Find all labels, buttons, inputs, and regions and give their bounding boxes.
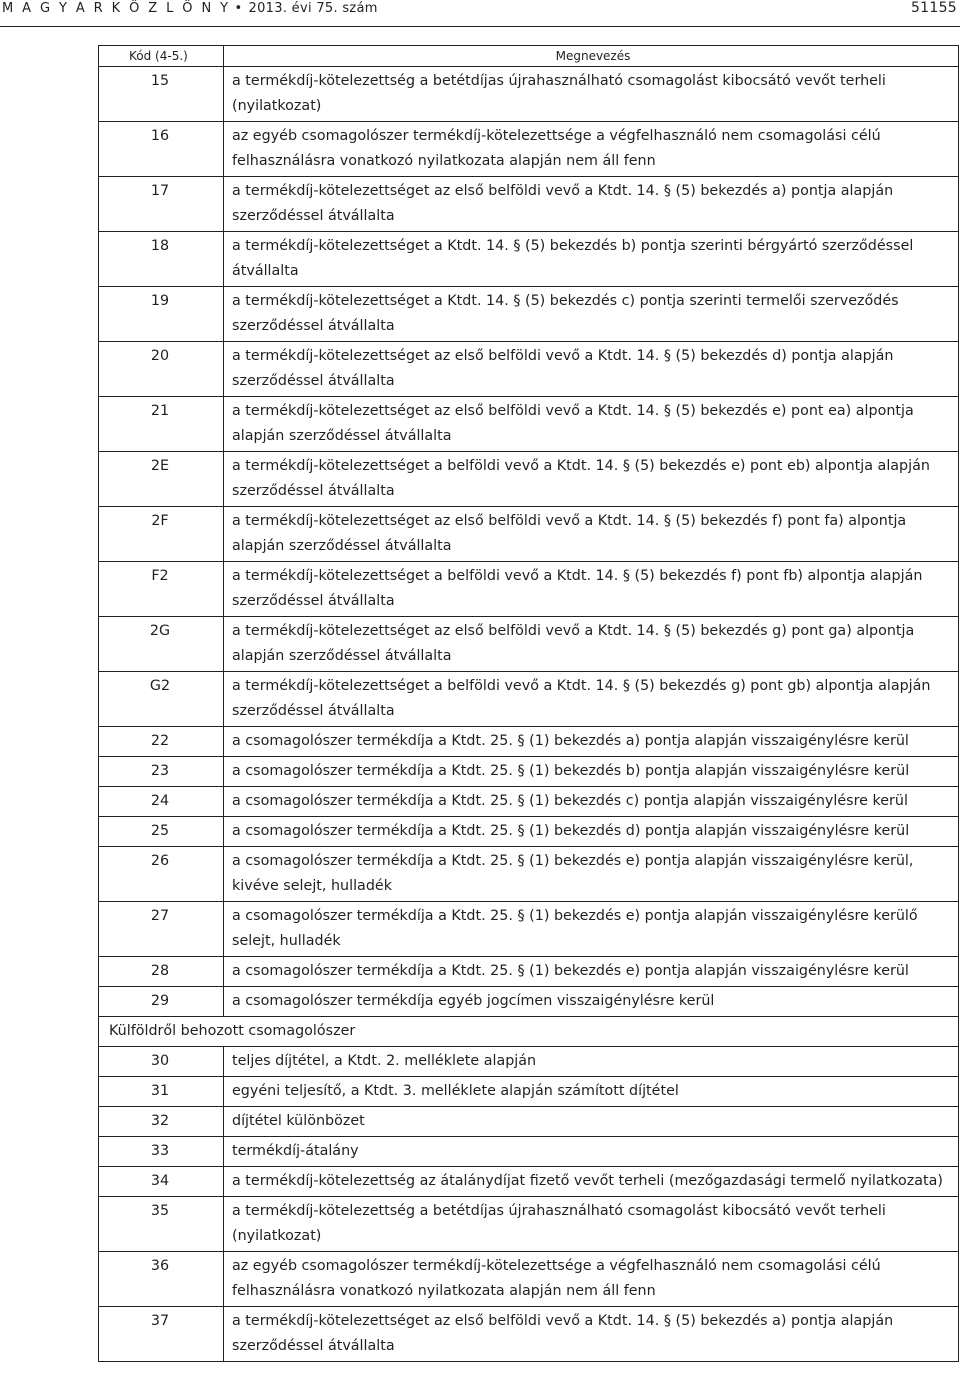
table-row [99,1077,959,1107]
journal-title: M A G Y A R K Ö Z L Ö N Y [2,1,231,16]
row-description: a termékdíj-kötelezettséget a belföldi vevő a Ktdt. 14. § (5) bekezdés f) pont fb) alpontja alapján szerződéssel átvállalta [224,562,959,617]
running-head [2,1,378,16]
row-description: a termékdíj-kötelezettséget a Ktdt. 14. § (5) bekezdés c) pontja szerinti termelői szerveződés szerződéssel átvállalta [224,287,959,342]
row-description: a csomagolószer termékdíja a Ktdt. 25. § (1) bekezdés c) pontja alapján visszaigénylésre kerül [224,787,959,817]
table-row [99,672,959,727]
row-code: 25 [99,817,224,847]
row-description: a termékdíj-kötelezettség a betétdíjas újrahasználható csomagolást kibocsátó vevőt terheli (nyilatkozat) [224,1197,959,1252]
table-row [99,177,959,232]
row-code: 29 [99,987,224,1017]
table-row [99,122,959,177]
row-description: a csomagolószer termékdíja a Ktdt. 25. § (1) bekezdés d) pontja alapján visszaigénylésre kerül [224,817,959,847]
table-row [99,787,959,817]
row-description: a csomagolószer termékdíja a Ktdt. 25. § (1) bekezdés e) pontja alapján visszaigénylésre kerülő selejt, hulladék [224,902,959,957]
table-row [99,1167,959,1197]
table-body-domestic [99,67,959,1017]
row-code: 34 [99,1167,224,1197]
row-code: 2E [99,452,224,507]
table-row [99,617,959,672]
row-code: 32 [99,1107,224,1137]
section-row [99,1017,959,1047]
table-row [99,1047,959,1077]
table-body-imported [99,1047,959,1362]
row-description: a termékdíj-kötelezettséget az első belföldi vevő a Ktdt. 14. § (5) bekezdés a) pontja alapján szerződéssel átvállalta [224,177,959,232]
row-description: a termékdíj-kötelezettséget a belföldi vevő a Ktdt. 14. § (5) bekezdés g) pont gb) alpontja alapján szerződéssel átvállalta [224,672,959,727]
table-row [99,1197,959,1252]
issue-label: 2013. évi 75. szám [248,1,378,16]
table-row [99,1137,959,1167]
row-description: a csomagolószer termékdíja a Ktdt. 25. § (1) bekezdés e) pontja alapján visszaigénylésre kerül [224,957,959,987]
row-code: 33 [99,1137,224,1167]
row-code: 28 [99,957,224,987]
header-rule [0,26,960,27]
code-table [98,45,959,1362]
table-row [99,847,959,902]
table-row [99,987,959,1017]
page-header [0,0,960,30]
table-row [99,757,959,787]
row-description: a csomagolószer termékdíja a Ktdt. 25. § (1) bekezdés e) pontja alapján visszaigénylésre kerül, kivéve selejt, hulladék [224,847,959,902]
row-code: 19 [99,287,224,342]
row-description: a csomagolószer termékdíja a Ktdt. 25. § (1) bekezdés a) pontja alapján visszaigénylésre kerül [224,727,959,757]
table-row [99,817,959,847]
row-description: az egyéb csomagolószer termékdíj-kötelezettsége a végfelhasználó nem csomagolási célú felhasználásra vonatkozó nyilatkozata alapján nem áll fenn [224,1252,959,1307]
row-code: F2 [99,562,224,617]
table-row [99,452,959,507]
table-row [99,562,959,617]
row-description: a termékdíj-kötelezettséget az első belföldi vevő a Ktdt. 14. § (5) bekezdés a) pontja alapján szerződéssel átvállalta [224,1307,959,1362]
page-number: 51155 [910,0,957,16]
row-description: a termékdíj-kötelezettség a betétdíjas újrahasználható csomagolást kibocsátó vevőt terheli (nyilatkozat) [224,67,959,122]
row-code: 36 [99,1252,224,1307]
row-description: a termékdíj-kötelezettséget az első belföldi vevő a Ktdt. 14. § (5) bekezdés g) pont ga) alpontja alapján szerződéssel átvállalta [224,617,959,672]
table-row [99,397,959,452]
row-description: a termékdíj-kötelezettség az átalánydíjat fizető vevőt terheli (mezőgazdasági termelő nyilatkozata) [224,1167,959,1197]
row-code: 16 [99,122,224,177]
table-row [99,902,959,957]
row-code: 18 [99,232,224,287]
row-code: 23 [99,757,224,787]
table-row [99,287,959,342]
row-description: a termékdíj-kötelezettséget a belföldi vevő a Ktdt. 14. § (5) bekezdés e) pont eb) alpontja alapján szerződéssel átvállalta [224,452,959,507]
row-code: 31 [99,1077,224,1107]
row-code: 27 [99,902,224,957]
table-row [99,507,959,562]
row-code: 37 [99,1307,224,1362]
row-code: G2 [99,672,224,727]
section-label: Külföldről behozott csomagolószer [99,1017,959,1047]
bullet-separator: • [234,1,245,16]
table-row [99,232,959,287]
row-description: az egyéb csomagolószer termékdíj-kötelezettsége a végfelhasználó nem csomagolási célú felhasználásra vonatkozó nyilatkozata alapján nem áll fenn [224,122,959,177]
table-row [99,1252,959,1307]
table-row [99,1107,959,1137]
row-code: 21 [99,397,224,452]
table-row [99,957,959,987]
row-description: a termékdíj-kötelezettséget az első belföldi vevő a Ktdt. 14. § (5) bekezdés e) pont ea) alpontja alapján szerződéssel átvállalta [224,397,959,452]
row-code: 30 [99,1047,224,1077]
row-description: termékdíj-átalány [224,1137,959,1167]
row-description: díjtétel különbözet [224,1107,959,1137]
table-row [99,342,959,397]
row-description: a csomagolószer termékdíja egyéb jogcímen visszaigénylésre kerül [224,987,959,1017]
row-description: teljes díjtétel, a Ktdt. 2. melléklete alapján [224,1047,959,1077]
table-header-row [99,46,959,67]
row-description: a termékdíj-kötelezettséget a Ktdt. 14. § (5) bekezdés b) pontja szerinti bérgyártó szerződéssel átvállalta [224,232,959,287]
row-code: 20 [99,342,224,397]
row-code: 17 [99,177,224,232]
row-code: 22 [99,727,224,757]
table-row [99,727,959,757]
table-row [99,67,959,122]
row-description: a termékdíj-kötelezettséget az első belföldi vevő a Ktdt. 14. § (5) bekezdés d) pontja alapján szerződéssel átvállalta [224,342,959,397]
row-code: 26 [99,847,224,902]
column-header-name: Megnevezés [224,46,959,67]
column-header-code: Kód (4-5.) [99,46,224,67]
row-code: 24 [99,787,224,817]
table-row [99,1307,959,1362]
row-description: egyéni teljesítő, a Ktdt. 3. melléklete alapján számított díjtétel [224,1077,959,1107]
row-code: 2F [99,507,224,562]
row-description: a termékdíj-kötelezettséget az első belföldi vevő a Ktdt. 14. § (5) bekezdés f) pont fa) alpontja alapján szerződéssel átvállalta [224,507,959,562]
row-code: 35 [99,1197,224,1252]
row-code: 2G [99,617,224,672]
row-description: a csomagolószer termékdíja a Ktdt. 25. § (1) bekezdés b) pontja alapján visszaigénylésre kerül [224,757,959,787]
row-code: 15 [99,67,224,122]
